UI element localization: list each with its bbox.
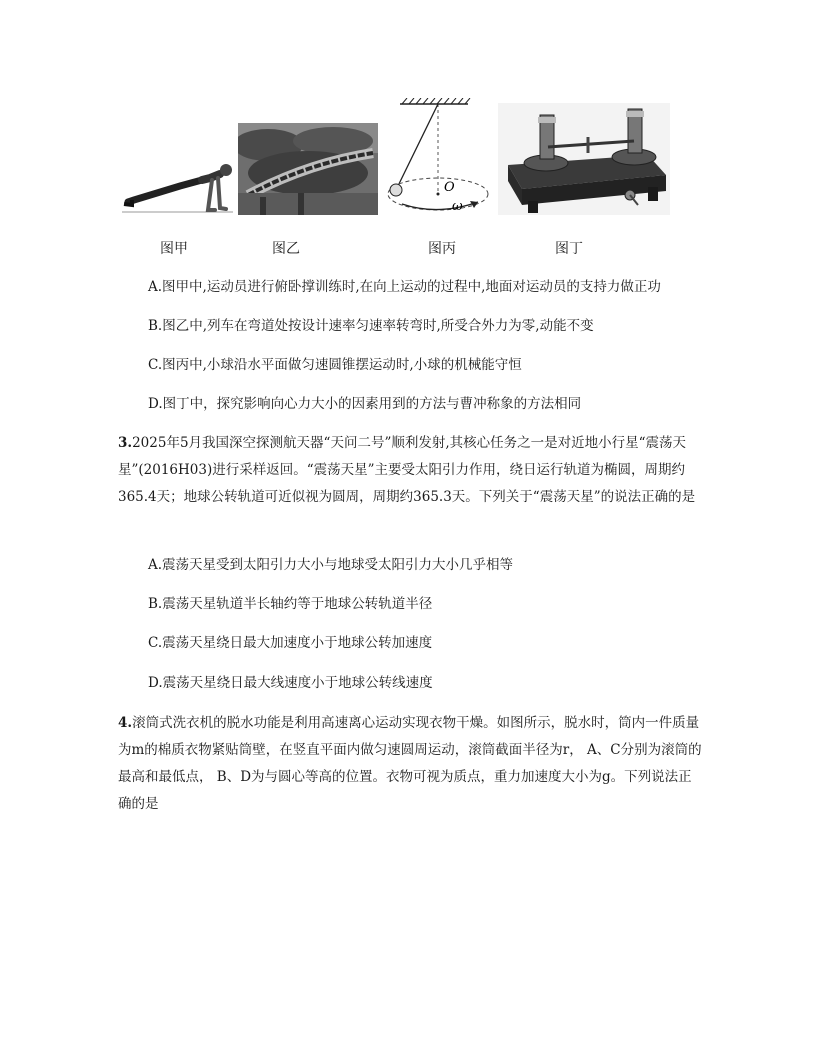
pendulum-center-label: O bbox=[444, 180, 455, 195]
q3-number: 3. bbox=[118, 435, 133, 451]
q4-number: 4. bbox=[118, 715, 133, 731]
caption-fig-d: 图丁 bbox=[555, 241, 583, 257]
caption-fig-a: 图甲 bbox=[160, 241, 188, 257]
q2-option-b: B.图乙中,列车在弯道处按设计速率匀速率转弯时,所受合外力为零,动能不变 bbox=[148, 318, 594, 334]
q3-option-b: B.震荡天星轨道半长轴约等于地球公转轨道半径 bbox=[148, 596, 433, 612]
pendulum-omega-label: ω bbox=[452, 199, 463, 214]
q2-option-a: A.图甲中,运动员进行俯卧撑训练时,在向上运动的过程中,地面对运动员的支持力做正功 bbox=[148, 279, 661, 295]
figures-row bbox=[0, 95, 816, 225]
q3-option-c: C.震荡天星绕日最大加速度小于地球公转加速度 bbox=[148, 635, 433, 651]
pushup-figure bbox=[120, 150, 235, 220]
q2-option-d: D.图丁中，探究影响向心力大小的因素用到的方法与曹冲称象的方法相同 bbox=[148, 396, 582, 412]
q3-option-a: A.震荡天星受到太阳引力大小与地球受太阳引力大小几乎相等 bbox=[148, 557, 514, 573]
q4-stem-text: 滚筒式洗衣机的脱水功能是利用高速离心运动实现衣物干燥。如图所示，脱水时，筒内一件质量为m的棉质衣物紧贴筒壁，在竖直平面内做匀速圆周运动，滚筒截面半径为r， A、C分别为滚筒的最高和最低点， B、D为与圆心等高的位置。衣物可视为质点，重力加速度大小为g。下列说法正确的是 bbox=[118, 715, 702, 812]
q3-stem bbox=[118, 430, 703, 511]
q2-option-c: C.图丙中,小球沿水平面做匀速圆锥摆运动时,小球的机械能守恒 bbox=[148, 357, 522, 373]
centripetal-apparatus-photo bbox=[498, 103, 670, 215]
caption-fig-b: 图乙 bbox=[272, 241, 300, 257]
q4-stem bbox=[118, 710, 703, 818]
conical-pendulum-diagram bbox=[382, 98, 494, 220]
q3-option-d: D.震荡天星绕日最大线速度小于地球公转线速度 bbox=[148, 675, 433, 691]
train-curve-photo bbox=[238, 123, 378, 215]
caption-fig-c: 图丙 bbox=[428, 241, 456, 257]
q3-stem-text: 2025年5月我国深空探测航天器“天问二号”顺利发射,其核心任务之一是对近地小行星“震荡天星”(2016H03)进行采样返回。“震荡天星”主要受太阳引力作用，绕日运行轨道为椭圆，周期约365.4天；地球公转轨道可近似视为圆周，周期约365.3天。下列关于“震荡天星”的说法正确的是 bbox=[118, 435, 696, 505]
